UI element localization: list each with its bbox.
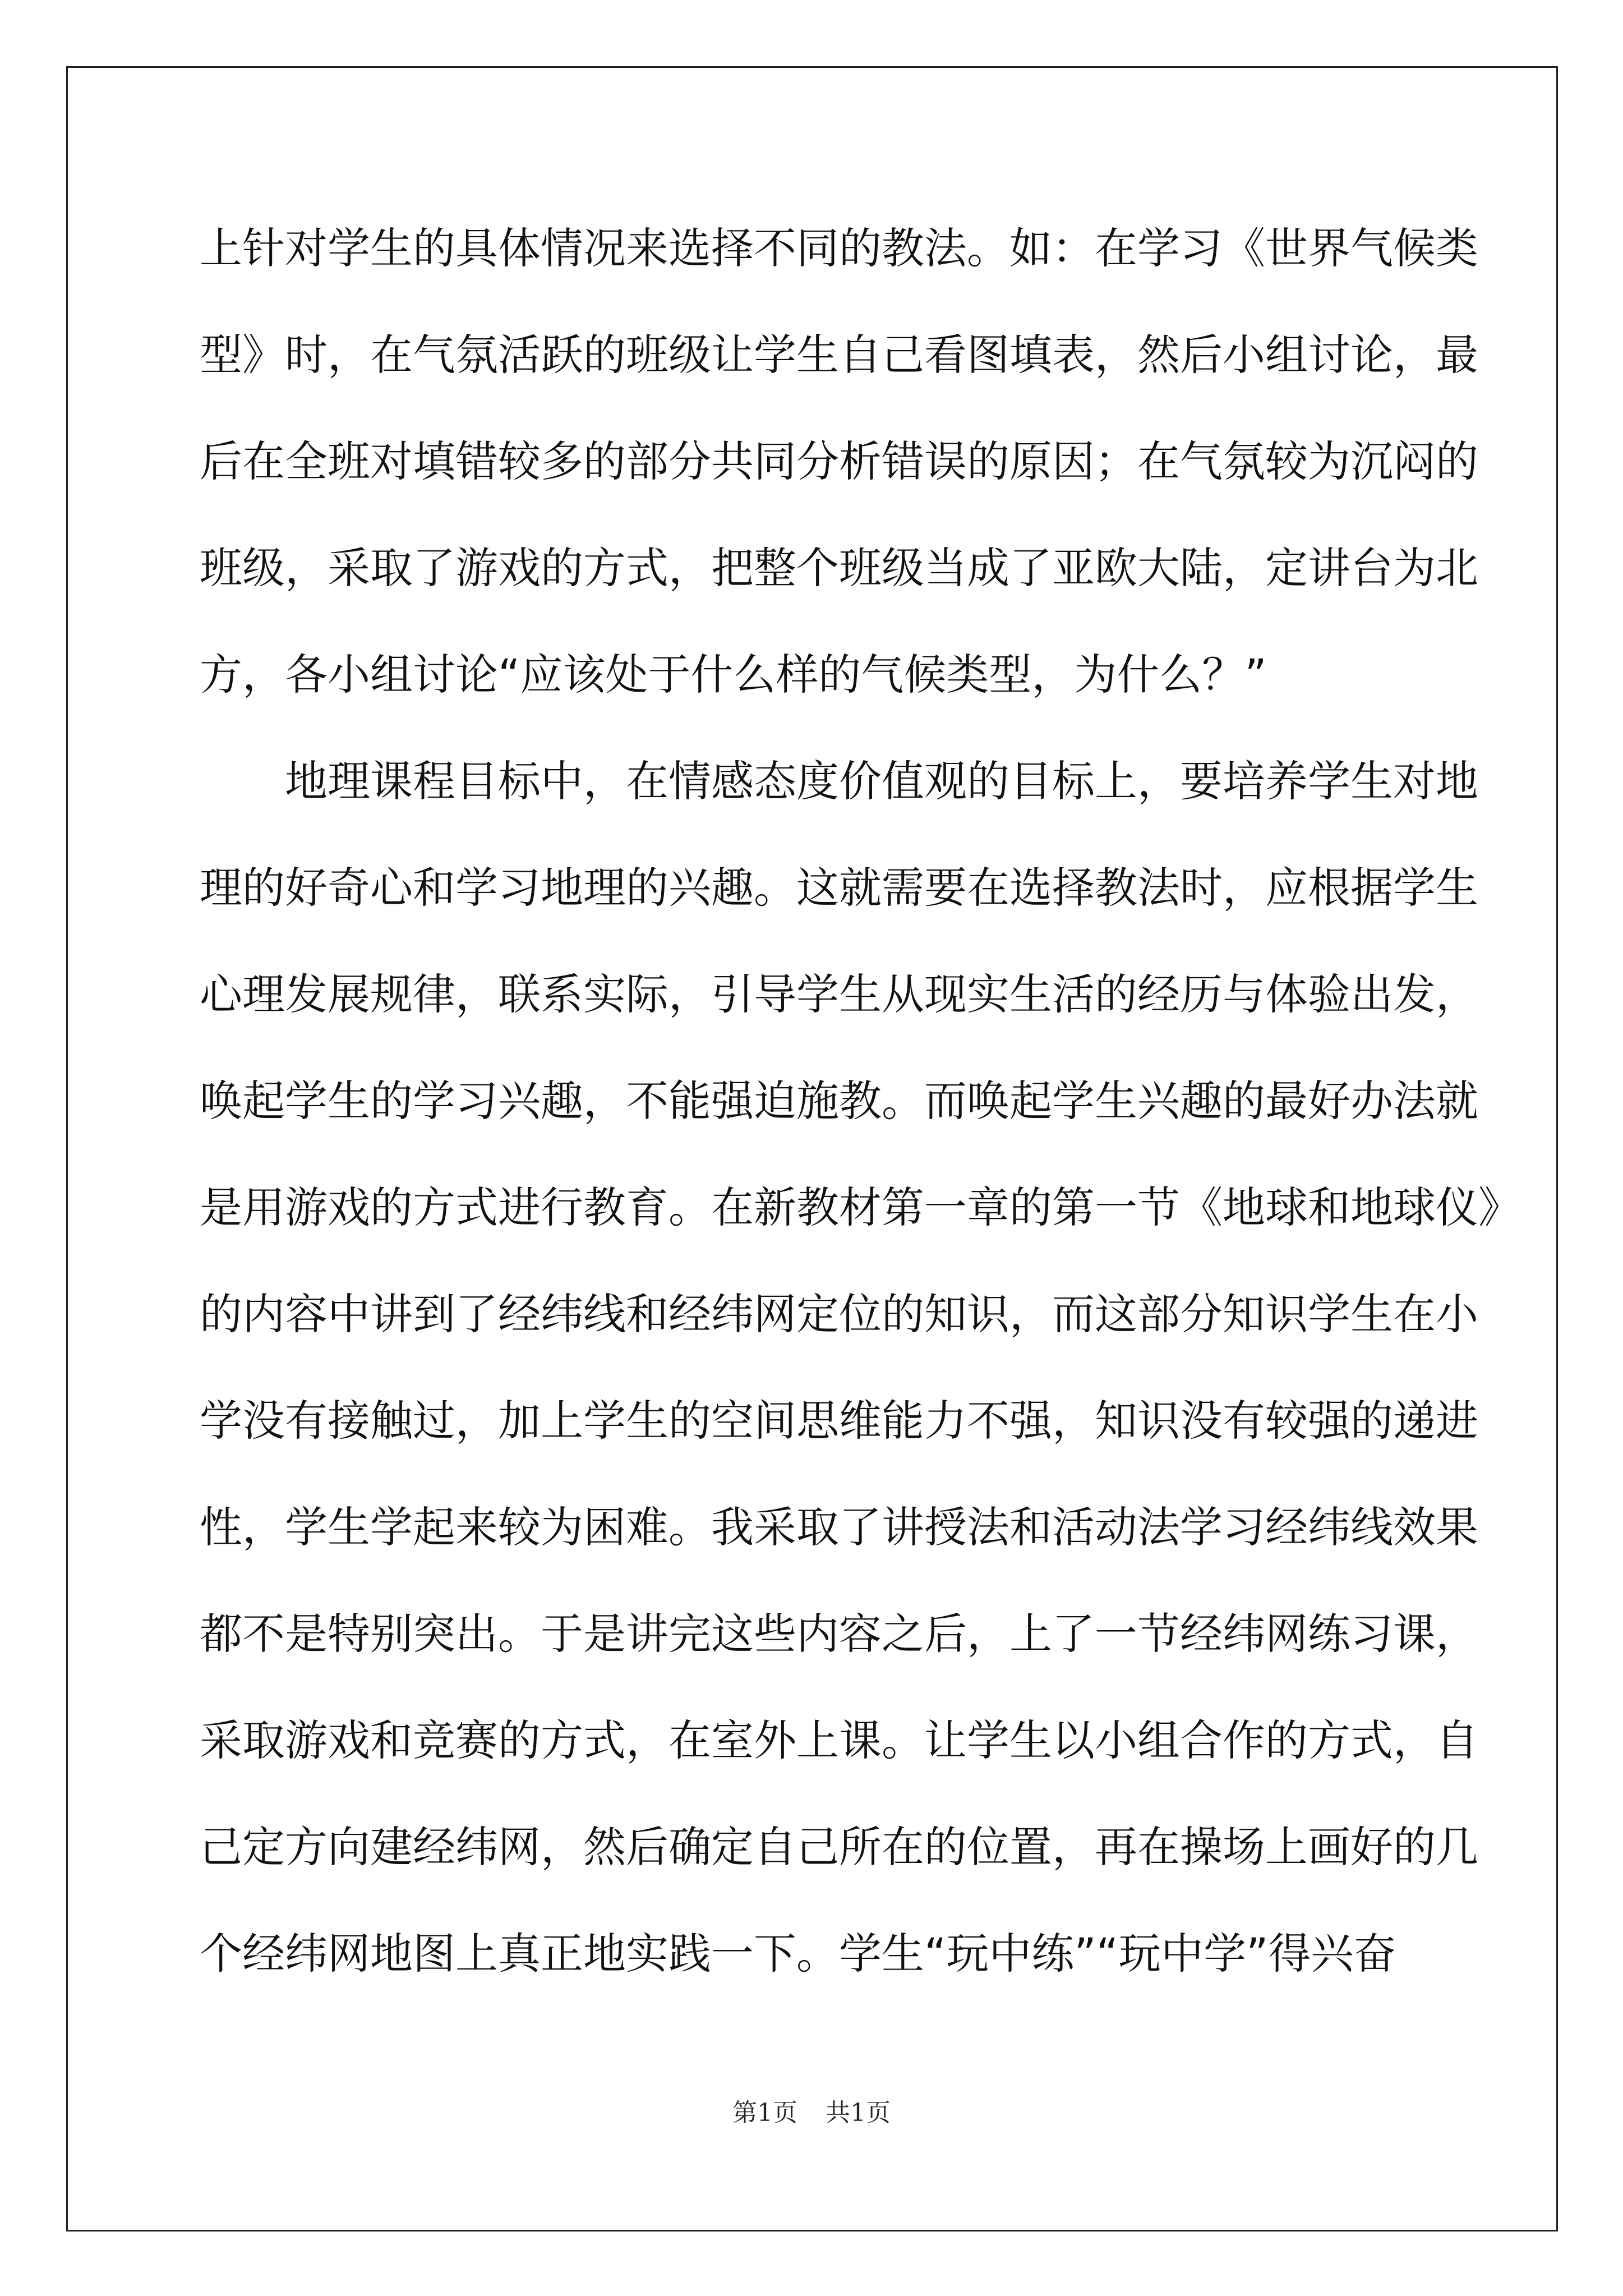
page-total: 共1页: [826, 2099, 891, 2127]
text-line: 上针对学生的具体情况来选择不同的教法。如：在学习《世界气候类: [200, 223, 1478, 273]
text-line: 唤起学生的学习兴趣，不能强迫施教。而唤起学生兴趣的最好办法就: [200, 1076, 1478, 1126]
text-line: 的内容中讲到了经纬线和经纬网定位的知识，而这部分知识学生在小: [200, 1289, 1478, 1339]
paragraph-first-line: 地理课程目标中，在情感态度价值观的目标上，要培养学生对地: [285, 756, 1478, 806]
text-line: 型》时，在气氛活跃的班级让学生自己看图填表，然后小组讨论，最: [200, 330, 1478, 380]
text-line: 班级，采取了游戏的方式，把整个班级当成了亚欧大陆，定讲台为北: [200, 543, 1478, 593]
text-line: 方，各小组讨论“应该处于什么样的气候类型，为什么？”: [200, 650, 1267, 700]
text-line: 后在全班对填错较多的部分共同分析错误的原因；在气氛较为沉闷的: [200, 436, 1478, 486]
page-number: 第1页: [732, 2099, 797, 2127]
text-line: 学没有接触过，加上学生的空间思维能力不强，知识没有较强的递进: [200, 1396, 1478, 1446]
text-line: 性，学生学起来较为困难。我采取了讲授法和活动法学习经纬线效果: [200, 1502, 1478, 1552]
text-line: 采取游戏和竞赛的方式，在室外上课。让学生以小组合作的方式，自: [200, 1715, 1478, 1765]
document-body: [200, 206, 1521, 2018]
text-line: 是用游戏的方式进行教育。在新教材第一章的第一节《地球和地球仪》: [200, 1182, 1521, 1232]
text-line: 心理发展规律，联系实际，引导学生从现实生活的经历与体验出发，: [200, 969, 1478, 1019]
text-line: 己定方向建经纬网，然后确定自己所在的位置，再在操场上画好的几: [200, 1822, 1478, 1872]
page-footer: [0, 2092, 1623, 2128]
text-line: 都不是特别突出。于是讲完这些内容之后，上了一节经纬网练习课，: [200, 1609, 1478, 1659]
text-line: 理的好奇心和学习地理的兴趣。这就需要在选择教法时，应根据学生: [200, 863, 1478, 913]
text-line: 个经纬网地图上真正地实践一下。学生“玩中练”“玩中学”得兴奋: [200, 1929, 1396, 1978]
